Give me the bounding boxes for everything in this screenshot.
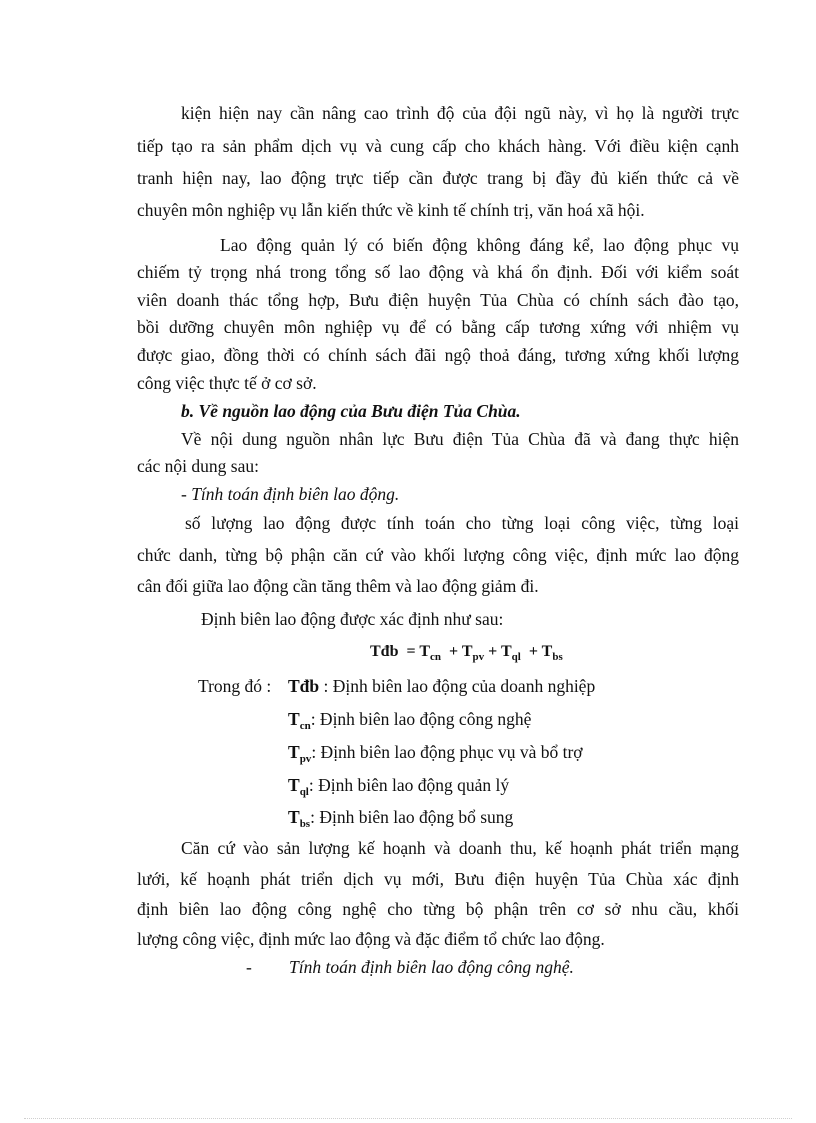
legend-item-tcn bbox=[288, 709, 532, 732]
legend-symbol: $T_{cn}$ bbox=[288, 709, 311, 732]
page-bottom-border bbox=[24, 1118, 792, 1119]
formula-lhs: Tđb bbox=[370, 643, 399, 660]
para2-line-5: được giao, đồng thời có chính sách đãi ngộ thoả đáng, tương xứng khối lượng bbox=[137, 345, 739, 365]
list-item-staffing-calc: - Tính toán định biên lao động. bbox=[181, 484, 400, 504]
legend-symbol: Tđb bbox=[288, 676, 320, 696]
para2-line-4: bồi dưỡng chuyên môn nghiệp vụ để có bằng cấp tương xứng với nhiệm vụ bbox=[137, 317, 739, 337]
formula-plus: + bbox=[528, 643, 538, 660]
formula-plus: + bbox=[448, 643, 459, 660]
formula-plus: + bbox=[488, 643, 498, 660]
para1-line-2: tiếp tạo ra sản phẩm dịch vụ và cung cấp cho khách hàng. Với điều kiện cạnh bbox=[137, 136, 739, 156]
legend-item-tbs bbox=[288, 807, 514, 830]
para2-line-2: chiếm tỷ trọng nhá trong tổng số lao động và khá ổn định. Đối với kiểm soát bbox=[137, 262, 739, 282]
section-heading: b. Về nguồn lao động của Bưu điện Tủa Chùa. bbox=[181, 401, 521, 421]
formula bbox=[370, 642, 563, 662]
para5-line-4: lượng công việc, định mức lao động và đặc điểm tổ chức lao động. bbox=[137, 929, 605, 949]
formula-equals: = bbox=[406, 643, 416, 660]
legend-item-tpv bbox=[288, 742, 583, 765]
para1-line-3: tranh hiện nay, lao động trực tiếp cần được trang bị đầy đủ kiến thức cả về bbox=[137, 168, 739, 188]
para2-line-1: Lao động quản lý có biến động không đáng kể, lao động phục vụ bbox=[220, 235, 739, 255]
para5-line-2: lưới, kế hoạnh phát triển dịch vụ mới, Bưu điện huyện Tủa Chùa xác định bbox=[137, 869, 739, 889]
legend-desc: : Định biên lao động quản lý bbox=[308, 775, 510, 795]
formula-term-ql: $T_{ql}$ bbox=[500, 643, 521, 663]
para1-line-4: chuyên môn nghiệp vụ lẫn kiến thức về kinh tế chính trị, văn hoá xã hội. bbox=[137, 200, 645, 220]
para5-line-3: định biên lao động công nghệ cho từng bộ phận trên cơ sở nhu cầu, khối bbox=[137, 899, 739, 919]
para4-line-1: số lượng lao động được tính toán cho từng loại công việc, từng loại bbox=[185, 513, 739, 533]
para2-line-3: viên doanh thác tổng hợp, Bưu điện huyện Tủa Chùa có chính sách đào tạo, bbox=[137, 290, 739, 310]
legend-item-tql bbox=[288, 775, 510, 798]
list-item-dash: - bbox=[246, 957, 252, 977]
legend-desc: : Định biên lao động phục vụ và bổ trợ bbox=[311, 742, 583, 762]
list-item-tech-staffing: Tính toán định biên lao động công nghệ. bbox=[289, 957, 574, 977]
legend-desc: : Định biên lao động công nghệ bbox=[310, 709, 532, 729]
para4-line-2: chức danh, từng bộ phận căn cứ vào khối lượng công việc, định mức lao động bbox=[137, 545, 739, 565]
para2-line-6: công việc thực tế ở cơ sở. bbox=[137, 373, 317, 393]
legend-label: Trong đó : bbox=[198, 676, 272, 696]
formula-term-bs: $T_{bs}$ bbox=[541, 643, 563, 663]
legend-item-tdb bbox=[288, 676, 595, 696]
legend-desc: : Định biên lao động bổ sung bbox=[310, 807, 514, 827]
para4-line-3: cân đối giữa lao động cần tăng thêm và lao động giảm đi. bbox=[137, 576, 539, 596]
para1-line-1: kiện hiện nay cần nâng cao trình độ của đội ngũ này, vì họ là người trực bbox=[181, 103, 739, 123]
formula-term-pv: $T_{pv}$ bbox=[461, 643, 485, 663]
para5-line-1: Căn cứ vào sản lượng kế hoạnh và doanh thu, kế hoạnh phát triển mạng bbox=[181, 838, 739, 858]
formula-term-cn: $T_{cn}$ bbox=[419, 643, 441, 663]
formula-intro: Định biên lao động được xác định như sau: bbox=[201, 609, 504, 629]
legend-symbol: $T_{pv}$ bbox=[288, 742, 312, 765]
para3-line-1: Về nội dung nguồn nhân lực Bưu điện Tủa Chùa đã và đang thực hiện bbox=[181, 429, 739, 449]
legend-desc: : Định biên lao động của doanh nghiệp bbox=[323, 676, 596, 696]
legend-symbol: $T_{bs}$ bbox=[288, 807, 311, 830]
para3-line-2: các nội dung sau: bbox=[137, 456, 259, 476]
legend-symbol: $T_{ql}$ bbox=[288, 775, 309, 798]
